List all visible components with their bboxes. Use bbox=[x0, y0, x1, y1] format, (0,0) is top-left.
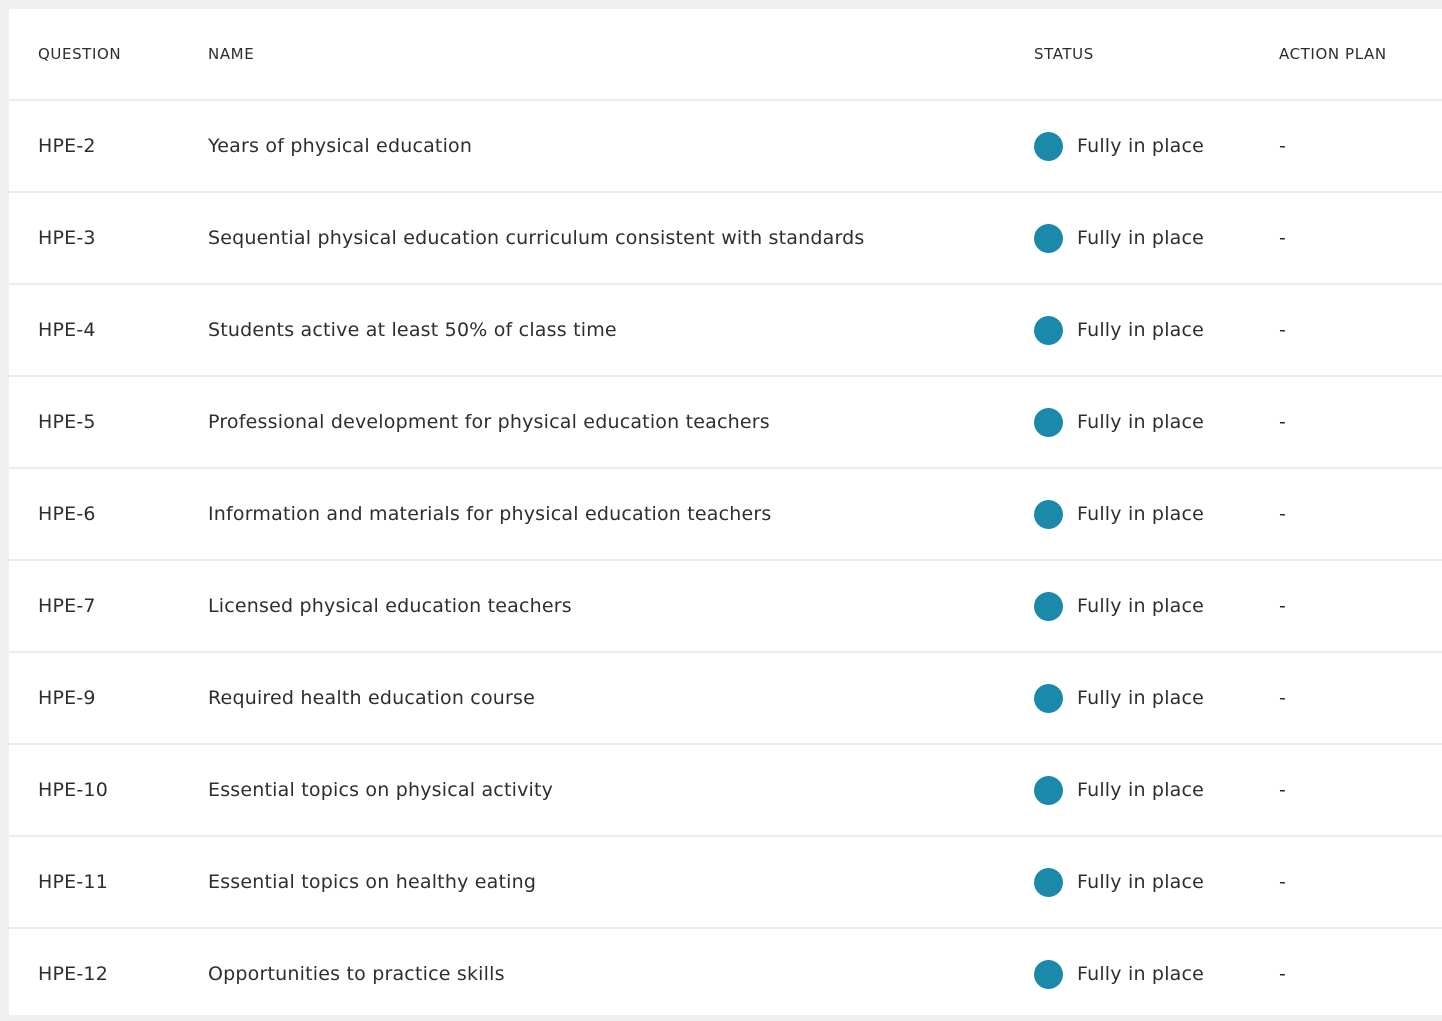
status-label: Fully in place bbox=[1077, 779, 1205, 801]
question-id-cell: HPE-3 bbox=[38, 227, 96, 249]
question-name-cell: Students active at least 50% of class time bbox=[208, 319, 617, 341]
question-id-cell: HPE-9 bbox=[38, 687, 96, 709]
status-dot-icon bbox=[1034, 868, 1063, 897]
status-cell bbox=[1034, 653, 1204, 743]
status-cell bbox=[1034, 837, 1204, 927]
table-header-row bbox=[9, 9, 1442, 101]
column-header-name[interactable]: NAME bbox=[208, 45, 255, 63]
action-plan-cell: - bbox=[1279, 227, 1287, 249]
status-dot-icon bbox=[1034, 132, 1063, 161]
table-body bbox=[9, 101, 1442, 1021]
status-dot-icon bbox=[1034, 776, 1063, 805]
status-label: Fully in place bbox=[1077, 871, 1205, 893]
status-label: Fully in place bbox=[1077, 963, 1205, 985]
question-name-cell: Professional development for physical education teachers bbox=[208, 411, 770, 433]
status-dot-icon bbox=[1034, 592, 1063, 621]
status-dot-icon bbox=[1034, 316, 1063, 345]
column-header-status[interactable]: STATUS bbox=[1034, 45, 1094, 63]
column-header-question[interactable]: QUESTION bbox=[38, 45, 122, 63]
question-id-cell: HPE-7 bbox=[38, 595, 96, 617]
action-plan-cell: - bbox=[1279, 595, 1287, 617]
question-name-cell: Opportunities to practice skills bbox=[208, 963, 505, 985]
table-row[interactable] bbox=[9, 101, 1442, 193]
status-cell bbox=[1034, 929, 1204, 1019]
table-row[interactable] bbox=[9, 653, 1442, 745]
status-dot-icon bbox=[1034, 408, 1063, 437]
question-name-cell: Licensed physical education teachers bbox=[208, 595, 572, 617]
table-row[interactable] bbox=[9, 193, 1442, 285]
status-label: Fully in place bbox=[1077, 503, 1205, 525]
question-id-cell: HPE-6 bbox=[38, 503, 96, 525]
status-cell bbox=[1034, 285, 1204, 375]
table-row[interactable] bbox=[9, 285, 1442, 377]
question-id-cell: HPE-5 bbox=[38, 411, 96, 433]
table-row[interactable] bbox=[9, 837, 1442, 929]
table-row[interactable] bbox=[9, 929, 1442, 1021]
action-plan-cell: - bbox=[1279, 319, 1287, 341]
action-plan-cell: - bbox=[1279, 135, 1287, 157]
column-header-action-plan[interactable]: ACTION PLAN bbox=[1279, 45, 1387, 63]
question-name-cell: Years of physical education bbox=[208, 135, 473, 157]
question-id-cell: HPE-11 bbox=[38, 871, 108, 893]
status-dot-icon bbox=[1034, 684, 1063, 713]
table-row[interactable] bbox=[9, 377, 1442, 469]
status-label: Fully in place bbox=[1077, 411, 1205, 433]
status-cell bbox=[1034, 745, 1204, 835]
action-plan-cell: - bbox=[1279, 411, 1287, 433]
status-cell bbox=[1034, 469, 1204, 559]
status-cell bbox=[1034, 101, 1204, 191]
table-row[interactable] bbox=[9, 469, 1442, 561]
question-name-cell: Essential topics on healthy eating bbox=[208, 871, 537, 893]
status-label: Fully in place bbox=[1077, 135, 1205, 157]
status-label: Fully in place bbox=[1077, 595, 1205, 617]
question-id-cell: HPE-2 bbox=[38, 135, 96, 157]
action-plan-cell: - bbox=[1279, 687, 1287, 709]
table-row[interactable] bbox=[9, 745, 1442, 837]
action-plan-cell: - bbox=[1279, 503, 1287, 525]
status-label: Fully in place bbox=[1077, 227, 1205, 249]
table-row[interactable] bbox=[9, 561, 1442, 653]
status-label: Fully in place bbox=[1077, 319, 1205, 341]
question-name-cell: Information and materials for physical education teachers bbox=[208, 503, 772, 525]
status-label: Fully in place bbox=[1077, 687, 1205, 709]
action-plan-cell: - bbox=[1279, 871, 1287, 893]
status-dot-icon bbox=[1034, 960, 1063, 989]
action-plan-cell: - bbox=[1279, 779, 1287, 801]
status-cell bbox=[1034, 377, 1204, 467]
question-name-cell: Essential topics on physical activity bbox=[208, 779, 554, 801]
question-id-cell: HPE-12 bbox=[38, 963, 108, 985]
question-id-cell: HPE-10 bbox=[38, 779, 108, 801]
status-dot-icon bbox=[1034, 500, 1063, 529]
status-cell bbox=[1034, 193, 1204, 283]
question-name-cell: Sequential physical education curriculum consistent with standards bbox=[208, 227, 865, 249]
question-id-cell: HPE-4 bbox=[38, 319, 96, 341]
status-dot-icon bbox=[1034, 224, 1063, 253]
assessment-table bbox=[9, 9, 1442, 1015]
status-cell bbox=[1034, 561, 1204, 651]
question-name-cell: Required health education course bbox=[208, 687, 536, 709]
action-plan-cell: - bbox=[1279, 963, 1287, 985]
